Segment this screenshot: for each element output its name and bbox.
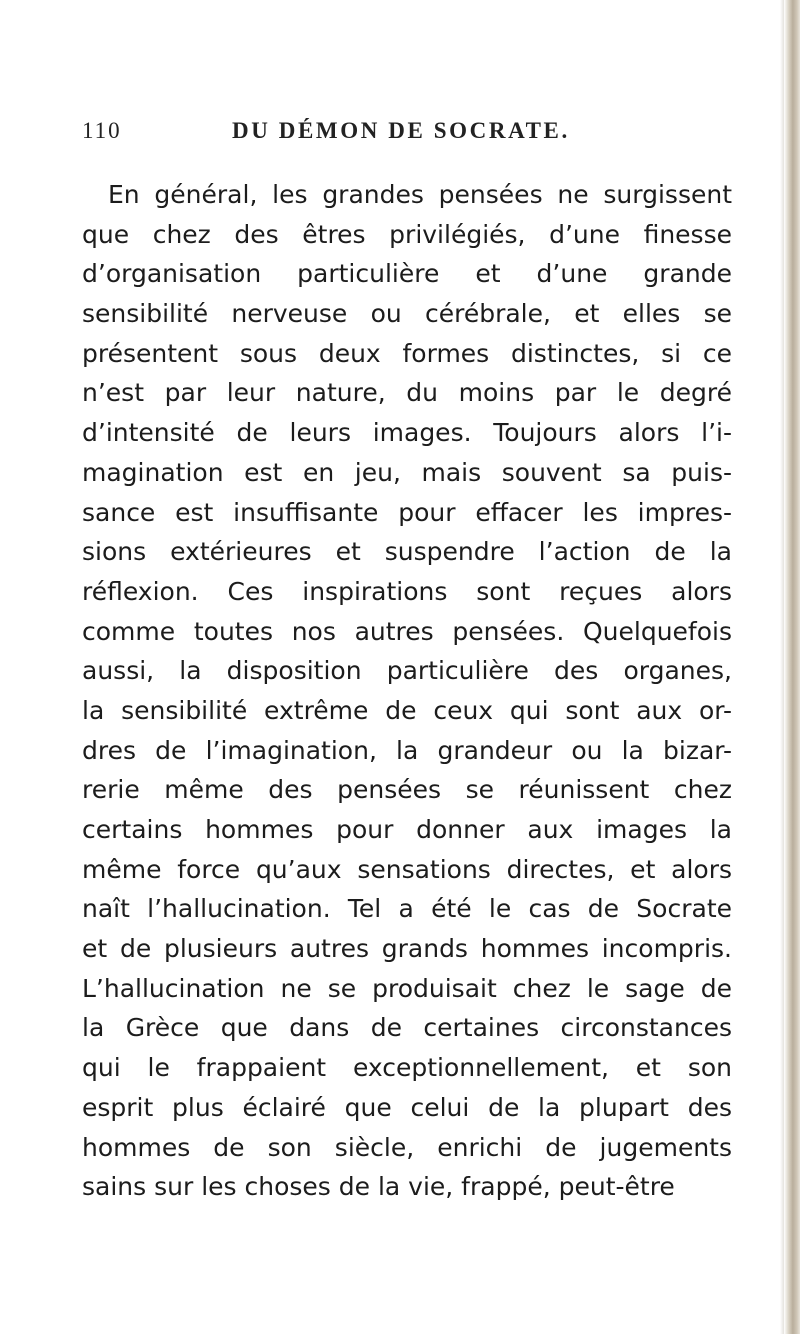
body-text <box>82 175 732 1207</box>
text-line: aussi, la disposition particulière des organes, <box>82 656 732 686</box>
text-line: qui le frappaient exceptionnellement, et son <box>82 1053 732 1083</box>
text-line: présentent sous deux formes distinctes, si ce <box>82 338 732 368</box>
text-line: certains hommes pour donner aux images la <box>82 815 732 844</box>
text-line: n’est par leur nature, du moins par le degré <box>82 378 732 408</box>
text-line: sensibilité nerveuse ou cérébrale, et elles se <box>82 299 732 329</box>
page-number: 110 <box>82 118 122 143</box>
text-line: hommes de son siècle, enrichi de jugements <box>82 1132 732 1162</box>
running-head <box>82 118 732 148</box>
text-line: la sensibilité extrême de ceux qui sont aux or- <box>82 695 732 725</box>
text-line: L’hallucination ne se produisait chez le sage de <box>82 973 732 1003</box>
text-line: réflexion. Ces inspirations sont reçues alors <box>82 576 732 606</box>
text-line: et de plusieurs autres grands hommes incompris. <box>82 934 732 964</box>
text-line: En général, les grandes pensées ne surgissent <box>108 180 732 209</box>
text-line: d’intensité de leurs images. Toujours alors l’i- <box>82 418 732 448</box>
text-line: magination est en jeu, mais souvent sa puis- <box>82 457 732 487</box>
text-line: dres de l’imagination, la grandeur ou la bizar- <box>82 735 732 765</box>
text-line: que chez des êtres privilégiés, d’une finesse <box>82 219 732 249</box>
text-line: d’organisation particulière et d’une grande <box>82 259 732 289</box>
page-edge <box>784 0 800 1334</box>
text-line: sions extérieures et suspendre l’action de la <box>82 537 732 567</box>
text-line: la Grèce que dans de certaines circonstances <box>82 1013 732 1043</box>
text-line: sains sur les choses de la vie, frappé, peut-être <box>82 1172 675 1202</box>
text-line: rerie même des pensées se réunissent chez <box>82 775 732 805</box>
text-line: sance est insuffisante pour effacer les impres- <box>82 497 732 527</box>
text-line: comme toutes nos autres pensées. Quelquefois <box>82 616 732 646</box>
text-line: même force qu’aux sensations directes, et alors <box>82 854 732 884</box>
running-title: DU DÉMON DE SOCRATE. <box>232 118 570 143</box>
text-line: esprit plus éclairé que celui de la plupart des <box>82 1092 732 1122</box>
text-line: naît l’hallucination. Tel a été le cas de Socrate <box>82 894 732 924</box>
